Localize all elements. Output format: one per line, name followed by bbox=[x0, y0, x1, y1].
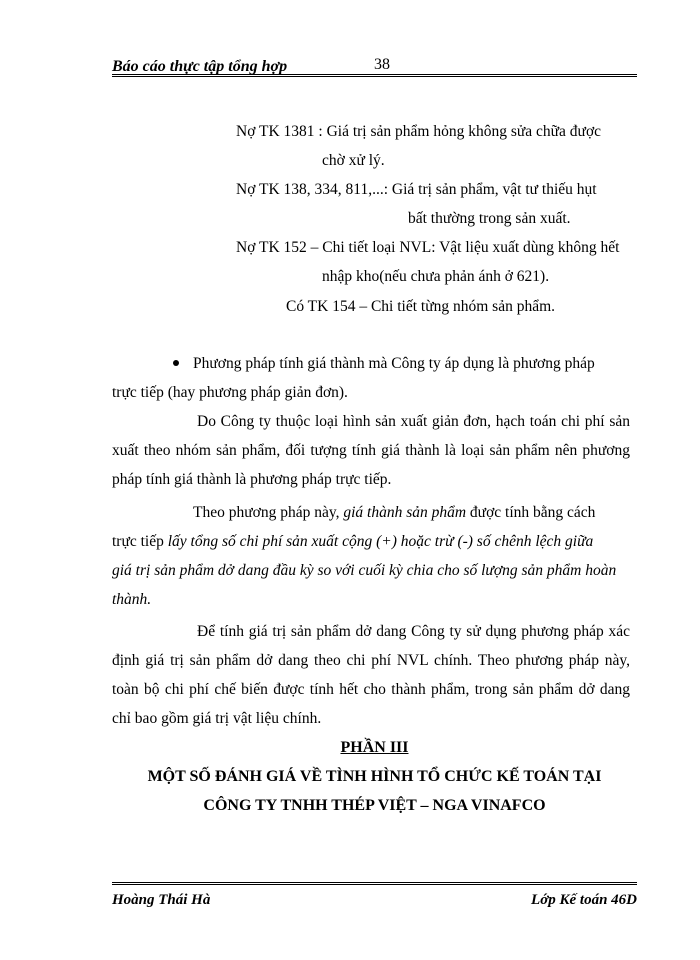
entry-line: nhập kho(nếu chưa phản ánh ở 621). bbox=[322, 268, 550, 285]
bullet-text: Phương pháp tính giá thành mà Công ty áp dụng là phương pháp bbox=[193, 355, 595, 372]
text-run: được tính bằng cách bbox=[466, 504, 596, 521]
header-rule bbox=[112, 74, 637, 77]
section-title: CÔNG TY TNHH THÉP VIỆT – NGA VINAFCO bbox=[203, 797, 546, 814]
page-number: 38 bbox=[374, 56, 390, 73]
entry-line: bất thường trong sản xuất. bbox=[408, 210, 571, 227]
paragraph-line: Do Công ty thuộc loại hình sản xuất giản đơn, hạch toán chi phí sản bbox=[197, 413, 630, 430]
paragraph-line: pháp tính giá thành là phương pháp trực tiếp. bbox=[112, 471, 392, 488]
paragraph-line: chỉ bao gồm giá trị vật liệu chính. bbox=[112, 710, 322, 727]
paragraph-line: định giá trị sản phẩm dở dang theo chi phí NVL chính. Theo phương pháp này, bbox=[112, 652, 630, 669]
paragraph-line: thành. bbox=[112, 591, 152, 608]
entry-line: Nợ TK 152 – Chi tiết loại NVL: Vật liệu xuất dùng không hết bbox=[236, 239, 620, 256]
paragraph-line: Để tính giá trị sản phẩm dở dang Công ty sử dụng phương pháp xác bbox=[197, 623, 630, 640]
header-title: Báo cáo thực tập tổng hợp bbox=[112, 58, 288, 75]
footer-rule bbox=[112, 882, 637, 885]
text-run-italic: lấy tổng số chi phí sản xuất cộng (+) hoặc trừ (-) số chênh lệch giữa bbox=[167, 533, 594, 550]
entry-line: Có TK 154 – Chi tiết từng nhóm sản phẩm. bbox=[286, 298, 556, 315]
paragraph-line: giá trị sản phẩm dở dang đầu kỳ so với cuối kỳ chia cho số lượng sản phẩm hoàn bbox=[112, 562, 617, 579]
bullet-icon bbox=[173, 360, 179, 366]
text-run: Theo phương pháp này, bbox=[193, 504, 344, 521]
entry-line: Nợ TK 138, 334, 811,...: Giá trị sản phẩm, vật tư thiếu hụt bbox=[236, 181, 597, 198]
text-run-italic: giá thành sản phẩm bbox=[343, 504, 467, 521]
text-run: trực tiếp bbox=[112, 533, 168, 550]
paragraph-line: xuất theo nhóm sản phẩm, đối tượng tính giá thành là loại sản phẩm nên phương bbox=[112, 442, 630, 459]
entry-line: Nợ TK 1381 : Giá trị sản phẩm hỏng không sửa chữa được bbox=[236, 123, 602, 140]
footer-class: Lớp Kế toán 46D bbox=[531, 892, 637, 908]
bullet-text: trực tiếp (hay phương pháp giản đơn). bbox=[112, 384, 348, 401]
paragraph-line bbox=[193, 503, 595, 523]
paragraph-line bbox=[112, 532, 593, 552]
paragraph-line: toàn bộ chi phí chế biến được tính hết cho thành phẩm, trong sản phẩm dở dang bbox=[112, 681, 630, 698]
footer-author: Hoàng Thái Hà bbox=[112, 892, 211, 908]
entry-line: chờ xử lý. bbox=[322, 152, 385, 169]
section-title: MỘT SỐ ĐÁNH GIÁ VỀ TÌNH HÌNH TỔ CHỨC KẾ TOÁN TẠI bbox=[147, 768, 602, 785]
section-part-title: PHẦN III bbox=[340, 739, 409, 756]
